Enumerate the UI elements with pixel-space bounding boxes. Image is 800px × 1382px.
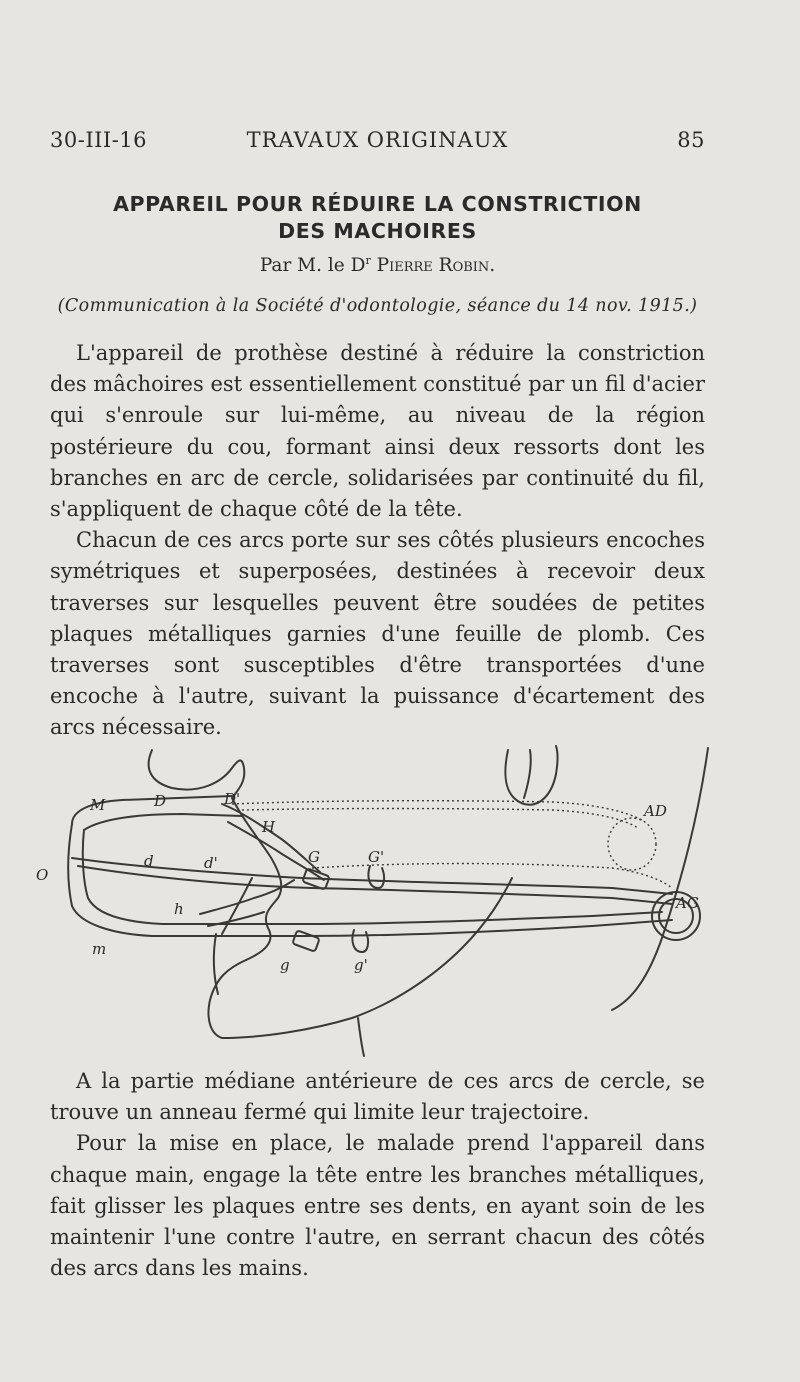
paragraph: Pour la mise en place, le malade prend l'appareil dans chaque main, engage la tête entre les branches métalliques, fait glisser les plaques entre ses dents, en ayant soin de les maintenir l'une contre l'autre, en serrant chacun des côtés des arcs dans les mains. <box>50 1131 705 1281</box>
author-prefix-sup: r <box>365 254 371 267</box>
label-m-lower: m <box>92 940 107 958</box>
author-prefix: Par M. le D <box>259 255 366 277</box>
apparatus-figure <box>32 738 732 1058</box>
running-head-date: 30-III-16 <box>50 128 148 152</box>
label-d-upper: D <box>154 792 167 810</box>
article-title-line-1: APPAREIL POUR RÉDUIRE LA CONSTRICTION <box>113 192 642 216</box>
paragraph: Chacun de ces arcs porte sur ses côtés plusieurs encoches symétriques et superposées, destinées à recevoir deux traverses sur lesquelles peuvent être soudées de petites plaques métalliques garnies d'une feuille de plomb. Ces traverses sont susceptibles d'être transportées d'une encoche à l'autre, suivant la puissance d'écartement des arcs nécessaire. <box>50 528 705 740</box>
running-head <box>50 128 705 158</box>
label-o: O <box>36 866 49 884</box>
label-g-upper: G <box>308 848 320 866</box>
article-author <box>50 254 705 276</box>
page-number: 85 <box>677 128 705 152</box>
label-ad: AD <box>644 802 667 820</box>
label-ag: AG <box>676 894 699 912</box>
author-name: Pierre Robin. <box>376 255 496 277</box>
article-title-line-2: DES MACHOIRES <box>278 219 477 243</box>
body-text-top <box>50 338 705 744</box>
apparatus-illustration <box>32 738 732 1058</box>
paragraph: A la partie médiane antérieure de ces arcs de cercle, se trouve un anneau fermé qui limite leur trajectoire. <box>50 1069 705 1125</box>
label-d-prime-upper: D' <box>224 790 241 808</box>
label-d-prime-lower: d' <box>204 854 218 872</box>
label-g-lower: g <box>280 956 290 974</box>
article-title <box>50 191 705 245</box>
label-g-prime-lower: g' <box>354 956 368 974</box>
label-m-upper: M <box>90 796 106 814</box>
label-d-lower: d <box>144 852 154 870</box>
label-h-lower: h <box>174 900 184 918</box>
paragraph: L'appareil de prothèse destiné à réduire la constriction des mâchoires est essentiellement constitué par un fil d'acier qui s'enroule sur lui-même, au niveau de la région postérieure du cou, formant ainsi deux ressorts dont les branches en arc de cercle, solidarisées par continuité du fil, s'appliquent de chaque côté de la tête. <box>50 341 705 522</box>
label-g-prime-upper: G' <box>368 848 385 866</box>
running-head-section: TRAVAUX ORIGINAUX <box>246 128 509 152</box>
body-text-bottom <box>50 1066 705 1284</box>
label-h-upper: H <box>262 818 276 836</box>
communication-note: (Communication à la Société d'odontologie, séance du 14 nov. 1915.) <box>57 296 698 316</box>
